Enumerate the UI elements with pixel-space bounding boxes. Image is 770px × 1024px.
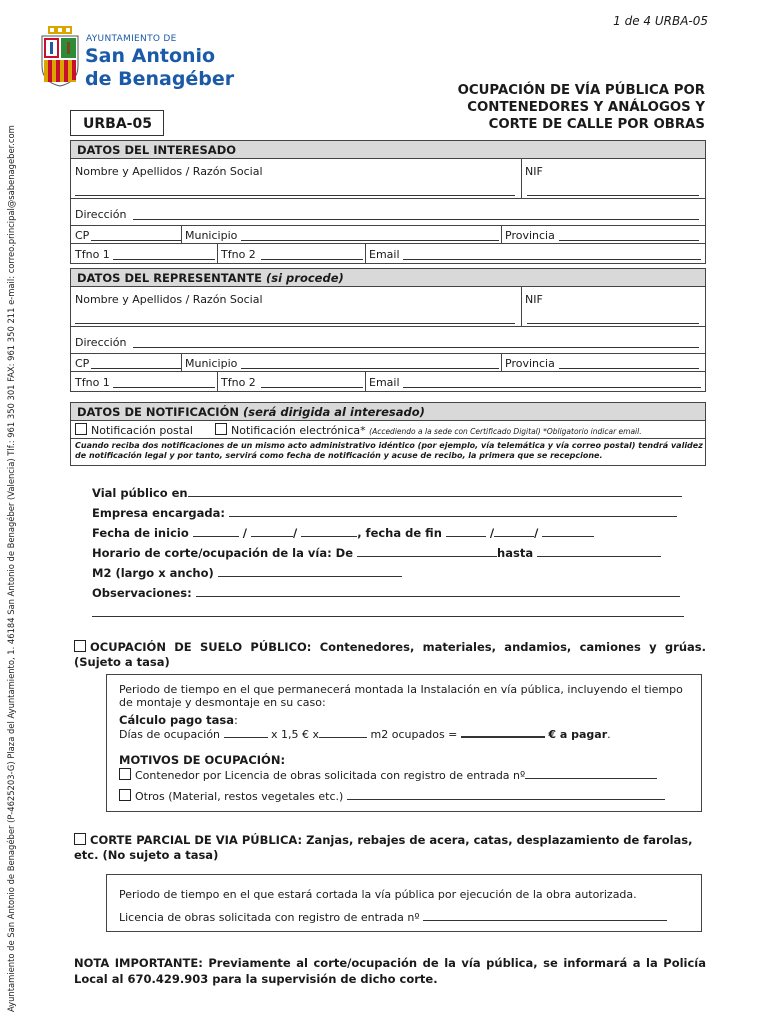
fecha-inicio-anyo[interactable]	[301, 526, 357, 537]
calculo-row: Días de ocupación x 1,5 € x m2 ocupados = € a pagar.	[119, 728, 611, 741]
horario-desde-field[interactable]	[357, 546, 497, 557]
interesado-tfno2-field[interactable]	[261, 248, 363, 260]
m2-field[interactable]	[218, 566, 402, 577]
representante-nif-field[interactable]	[527, 309, 699, 324]
empresa-field[interactable]	[229, 506, 677, 517]
checkbox-otros[interactable]	[119, 789, 131, 801]
interesado-direccion-field[interactable]	[133, 208, 699, 220]
notificacion-electronica-option[interactable]	[215, 423, 642, 437]
representante-cp-field[interactable]	[91, 357, 181, 369]
vial-row	[92, 486, 682, 500]
nota-importante: NOTA IMPORTANTE: Previamente al corte/ocupación de la vía pública, se informará a la Policía Local al 670.429.903 para la supervisión de dicho corte.	[74, 956, 706, 986]
representante-provincia-label: Provincia	[505, 357, 555, 370]
empresa-label: Empresa encargada:	[92, 506, 225, 520]
checkbox-corte[interactable]	[74, 833, 86, 845]
coat-of-arms-icon	[38, 26, 82, 88]
interesado-provincia-label: Provincia	[505, 229, 555, 242]
observaciones-field-1[interactable]	[196, 586, 680, 597]
representante-header	[71, 269, 705, 287]
interesado-municipio-label: Municipio	[185, 229, 238, 242]
notificacion-aviso: Cuando reciba dos notificaciones de un mismo acto administrativo idéntico (por ejemplo, vía telemática y vía correo postal) tendrá validez de notificación legal y por tanto, servirá como fecha de notificación y acuse de recibo, la primera que se recepcione.	[75, 441, 703, 460]
checkbox-postal[interactable]	[75, 423, 87, 435]
otros-label: Otros (Material, restos vegetales etc.)	[135, 790, 344, 803]
interesado-panel	[70, 140, 706, 264]
corte-title-text: CORTE PARCIAL DE VIA PÚBLICA: Zanjas, rebajes de acera, catas, desplazamiento de farolas, etc. (No sujeto a tasa)	[74, 833, 693, 862]
corte-title[interactable]	[74, 833, 706, 863]
x15-label: x 1,5 € x	[271, 728, 320, 741]
corte-periodo: Periodo de tiempo en el que estará cortada la vía pública por ejecución de la obra autorizada.	[119, 888, 637, 901]
interesado-direccion-label: Dirección	[75, 208, 127, 221]
interesado-cp-field[interactable]	[91, 229, 181, 241]
checkbox-contenedor[interactable]	[119, 768, 131, 780]
interesado-tfno1-field[interactable]	[113, 248, 215, 260]
interesado-nif-field[interactable]	[527, 181, 699, 196]
interesado-nombre-field[interactable]	[75, 181, 515, 196]
interesado-municipio-field[interactable]	[241, 229, 499, 241]
observaciones-label: Observaciones:	[92, 586, 192, 600]
vial-field[interactable]	[188, 486, 682, 497]
horario-row	[92, 546, 661, 560]
fecha-fin-dia[interactable]	[446, 526, 486, 537]
m2-label: M2 (largo x ancho)	[92, 566, 214, 580]
total-field[interactable]	[461, 726, 545, 738]
title-line3: CORTE DE CALLE POR OBRAS	[488, 117, 705, 132]
m2-ocupados-label: m2 ocupados =	[370, 728, 458, 741]
ocupacion-periodo: Periodo de tiempo en el que permanecerá montada la Instalación en vía pública, incluyendo el tiempo de montaje y desmontaje en su caso:	[119, 683, 683, 709]
side-address-text: Ayuntamiento de San Antonio de Benagéber (P-4625203-G) Plaza del Ayuntamiento, 1. 46184 San Antonio de Benagéber (Valencia) Tlf.: 961 350 301 FAX: 961 350 211 e-mail: correo.principal@sabenageber.com	[6, 125, 16, 1012]
title-line2: CONTENEDORES Y ANÁLOGOS Y	[467, 100, 705, 115]
representante-nombre-field[interactable]	[75, 309, 515, 324]
notificacion-header-note: (será dirigida al interesado)	[243, 405, 425, 419]
interesado-email-field[interactable]	[403, 248, 701, 260]
interesado-provincia-field[interactable]	[559, 229, 699, 241]
dias-label: Días de ocupación	[119, 728, 221, 741]
representante-direccion-field[interactable]	[133, 336, 699, 348]
dias-field[interactable]	[224, 727, 268, 738]
page-number: 1 de 4 URBA-05	[613, 14, 708, 28]
interesado-tfno1-label: Tfno 1	[75, 248, 110, 261]
contenedor-row[interactable]	[119, 768, 657, 782]
contenedor-label: Contenedor por Licencia de obras solicitada con registro de entrada nº	[135, 769, 526, 782]
corte-licencia-row	[119, 910, 667, 924]
empresa-row	[92, 506, 677, 520]
calculo-label-text: Cálculo pago tasa	[119, 713, 234, 727]
electronica-note: (Accediendo a la sede con Certificado Digital) *Obligatorio indicar email.	[369, 427, 642, 436]
representante-municipio-label: Municipio	[185, 357, 238, 370]
representante-header-note: (si procede)	[266, 271, 344, 285]
representante-direccion-label: Dirección	[75, 336, 127, 349]
notificacion-header	[71, 403, 705, 421]
electronica-label: Notificación electrónica*	[231, 424, 366, 437]
representante-tfno1-field[interactable]	[113, 376, 215, 388]
representante-header-text: DATOS DEL REPRESENTANTE	[77, 271, 262, 285]
checkbox-ocupacion[interactable]	[74, 640, 86, 652]
corte-licencia-field[interactable]	[423, 910, 667, 921]
title-line1: OCUPACIÓN DE VÍA PÚBLICA POR	[457, 83, 705, 98]
notificacion-header-text: DATOS DE NOTIFICACIÓN	[77, 405, 239, 419]
m2-row	[92, 566, 402, 580]
representante-email-label: Email	[369, 376, 400, 389]
interesado-email-label: Email	[369, 248, 400, 261]
interesado-tfno2-label: Tfno 2	[221, 248, 256, 261]
ocupacion-box	[106, 674, 702, 812]
representante-cp-label: CP	[75, 357, 90, 370]
notificacion-panel	[70, 402, 706, 466]
observaciones-field-2[interactable]	[92, 606, 684, 620]
representante-nif-label: NIF	[525, 293, 543, 306]
corte-box	[106, 874, 702, 932]
representante-municipio-field[interactable]	[241, 357, 499, 369]
logo-line1: AYUNTAMIENTO DE	[86, 34, 177, 44]
interesado-nombre-label: Nombre y Apellidos / Razón Social	[75, 165, 263, 178]
notificacion-postal-option[interactable]	[75, 423, 193, 437]
fechas-row: Fecha de inicio / / , fecha de fin / /	[92, 526, 594, 540]
interesado-header: DATOS DEL INTERESADO	[71, 141, 705, 159]
representante-nombre-label: Nombre y Apellidos / Razón Social	[75, 293, 263, 306]
apagar-label: € a pagar	[548, 728, 608, 741]
town-logo	[38, 26, 238, 92]
observaciones-row	[92, 586, 680, 600]
otros-field[interactable]	[347, 789, 665, 800]
checkbox-electronica[interactable]	[215, 423, 227, 435]
horario-label: Horario de corte/ocupación de la vía: De	[92, 546, 354, 560]
representante-provincia-field[interactable]	[559, 357, 699, 369]
vial-label: Vial público en	[92, 486, 188, 500]
corte-licencia-label: Licencia de obras solicitada con registro de entrada nº	[119, 911, 420, 924]
ocupacion-title-text: OCUPACIÓN DE SUELO PÚBLICO: Contenedores, materiales, andamios, camiones y grúas. (Sujeto a tasa)	[74, 640, 706, 669]
representante-panel	[70, 268, 706, 392]
logo-line2: San Antonio	[85, 45, 216, 67]
postal-label: Notificación postal	[91, 424, 193, 437]
fecha-inicio-mes[interactable]	[251, 526, 293, 537]
hasta-label: hasta	[497, 546, 534, 560]
representante-tfno2-label: Tfno 2	[221, 376, 256, 389]
calculo-label: Cálculo pago tasa:	[119, 713, 238, 727]
interesado-nif-label: NIF	[525, 165, 543, 178]
representante-tfno1-label: Tfno 1	[75, 376, 110, 389]
otros-row[interactable]	[119, 789, 665, 803]
fecha-inicio-dia[interactable]	[193, 526, 239, 537]
ocupacion-title[interactable]	[74, 640, 706, 670]
motivos-label: MOTIVOS DE OCUPACIÓN:	[119, 753, 286, 767]
representante-tfno2-field[interactable]	[261, 376, 363, 388]
fecha-inicio-label: Fecha de inicio	[92, 526, 189, 540]
form-title	[405, 82, 705, 133]
interesado-cp-label: CP	[75, 229, 90, 242]
logo-line3: de Benagéber	[85, 68, 235, 90]
m2-ocupados-field[interactable]	[319, 727, 367, 738]
horario-hasta-field[interactable]	[537, 546, 661, 557]
fecha-fin-label: , fecha de fin	[357, 526, 442, 540]
contenedor-field[interactable]	[525, 768, 657, 779]
form-code: URBA-05	[70, 110, 164, 136]
fecha-fin-mes[interactable]	[494, 526, 534, 537]
fecha-fin-anyo[interactable]	[542, 526, 594, 537]
representante-email-field[interactable]	[403, 376, 701, 388]
